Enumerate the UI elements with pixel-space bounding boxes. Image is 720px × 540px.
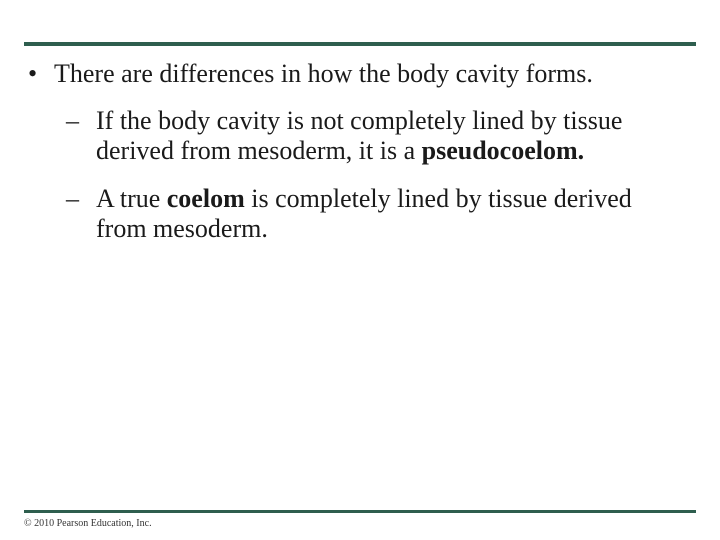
sub-bullet-text-part: A true bbox=[96, 184, 167, 213]
slide-content bbox=[28, 58, 688, 262]
sub-bullet-text bbox=[96, 106, 688, 166]
top-divider bbox=[24, 42, 696, 46]
sub-bullet-pseudocoelom bbox=[66, 106, 688, 166]
dash-icon: – bbox=[66, 184, 79, 213]
bottom-divider bbox=[24, 510, 696, 513]
copyright-footer: © 2010 Pearson Education, Inc. bbox=[24, 518, 152, 529]
sub-bullet-text-part: If the body cavity is not completely lined by tissue derived from mesoderm, it is a bbox=[96, 106, 623, 165]
term-pseudocoelom: pseudocoelom. bbox=[421, 136, 585, 165]
term-coelom: coelom bbox=[166, 184, 245, 213]
sub-bullet-text bbox=[96, 184, 688, 244]
bullet-icon: • bbox=[28, 59, 38, 88]
main-bullet-text: There are differences in how the body cavity forms. bbox=[54, 59, 593, 88]
sub-bullet-text-part: is completely lined by tissue derived from mesoderm. bbox=[96, 184, 632, 243]
dash-icon: – bbox=[66, 106, 79, 135]
sub-bullet-list bbox=[66, 106, 688, 244]
main-bullet bbox=[28, 58, 688, 90]
sub-bullet-coelom bbox=[66, 184, 688, 244]
